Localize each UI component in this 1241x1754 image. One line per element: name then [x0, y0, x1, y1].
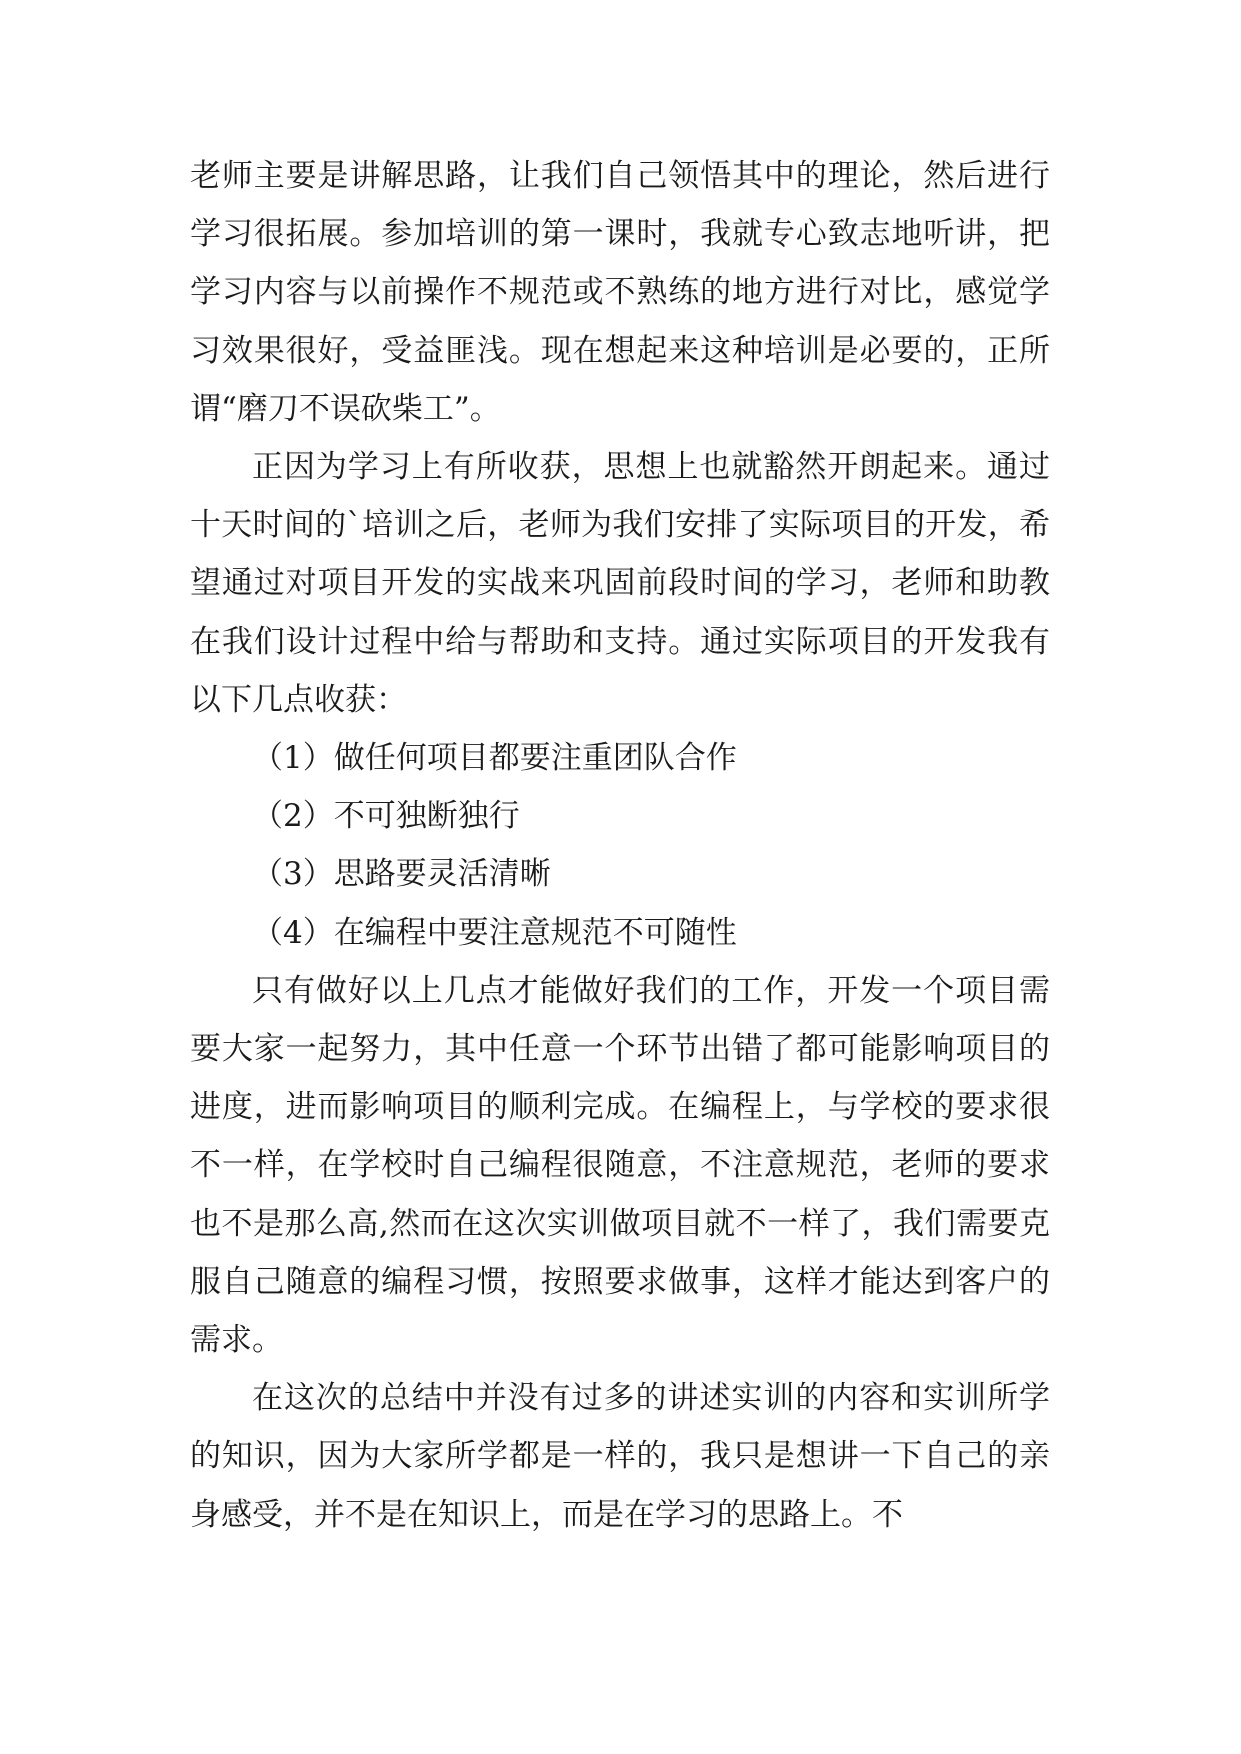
paragraph-summary: 在这次的总结中并没有过多的讲述实训的内容和实训所学的知识，因为大家所学都是一样的，我只是想讲一下自己的亲身感受，并不是在知识上，而是在学习的思路上。不: [190, 1380, 1050, 1533]
list-item-2: （2）不可独断独行: [252, 798, 520, 835]
list-item-1: （1）做任何项目都要注重团队合作: [252, 740, 737, 777]
paragraph-gains: 正因为学习上有所收获，思想上也就豁然开朗起来。通过十天时间的`培训之后，老师为我们安排了实际项目的开发，希望通过对项目开发的实战来巩固前段时间的学习，老师和助教在我们设计过程中给与帮助和支持。通过实际项目的开发我有以下几点收获：: [190, 449, 1050, 718]
paragraph-programming: 只有做好以上几点才能做好我们的工作，开发一个项目需要大家一起努力，其中任意一个环节出错了都可能影响项目的进度，进而影响项目的顺利完成。在编程上，与学校的要求很不一样，在学校时自己编程很随意，不注意规范，老师的要求也不是那么高,然而在这次实训做项目就不一样了，我们需要克服自己随意的编程习惯，按照要求做事，这样才能达到客户的需求。: [190, 972, 1050, 1359]
document-body: [190, 147, 1050, 1544]
list-item-3: （3）思路要灵活清晰: [252, 856, 551, 893]
list-item-4: （4）在编程中要注意规范不可随性: [252, 914, 737, 951]
paragraph-continuation: 老师主要是讲解思路，让我们自己领悟其中的理论，然后进行学习很拓展。参加培训的第一课时，我就专心致志地听讲，把学习内容与以前操作不规范或不熟练的地方进行对比，感觉学习效果很好，受益匪浅。现在想起来这种培训是必要的，正所谓“磨刀不误砍柴工”。: [190, 158, 1050, 427]
